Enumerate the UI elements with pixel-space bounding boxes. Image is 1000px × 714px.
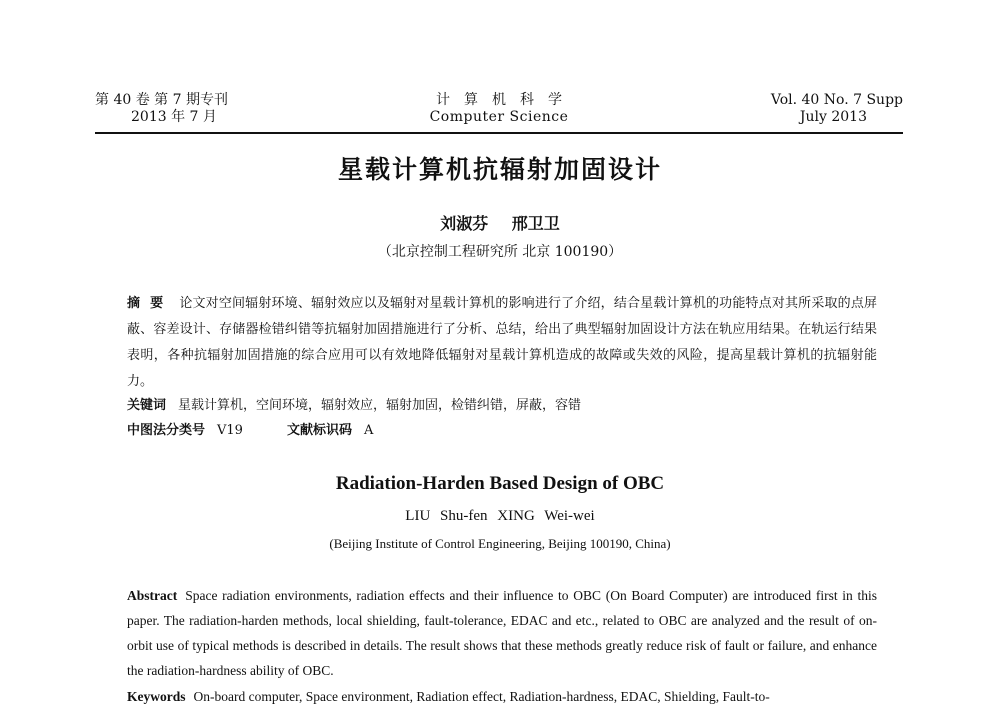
classification-line bbox=[127, 421, 877, 441]
paper-title-en: Radiation-Harden Based Design of OBC bbox=[335, 473, 665, 494]
keywords-cn bbox=[127, 396, 877, 416]
authors-cn: 刘淑芬 邢卫卫 bbox=[440, 214, 560, 233]
clc-label: 中图法分类号 bbox=[127, 423, 206, 438]
journal-name-cn: 计算机科学 bbox=[436, 92, 576, 108]
running-header bbox=[95, 88, 903, 134]
publication-date-cn: 2013 年 7 月 bbox=[131, 109, 217, 125]
keywords-text-cn: 星载计算机，空间环境，辐射效应，辐射加固，检错纠错，屏蔽，容错 bbox=[178, 398, 582, 413]
volume-issue: 第 40 卷 第 7 期专刊 bbox=[95, 92, 228, 108]
abstract-text-cn: 论文对空间辐射环境、辐射效应以及辐射对星载计算机的影响进行了介绍，结合星载计算机的功能特点对其所采取的点屏蔽、容差设计、存储器检错纠错等抗辐射加固措施进行了分析、总结，给出了典型辐射加固设计方法在轨应用结果。在轨运行结果表明，各种抗辐射加固措施的综合应用可以有效地降低辐射对星载计算机造成的故障或失效的风险，提高星载计算机的抗辐射能力。 bbox=[127, 296, 877, 389]
abstract-en bbox=[127, 583, 877, 683]
paper-title-cn: 星载计算机抗辐射加固设计 bbox=[337, 155, 662, 184]
journal-name bbox=[399, 92, 599, 126]
journal-name-en: Computer Science bbox=[429, 109, 569, 125]
keywords-label-cn: 关键词 bbox=[127, 398, 167, 413]
volume-issue-en: Vol. 40 No. 7 Supp bbox=[770, 92, 903, 108]
abstract-text-en: Space radiation environments, radiation effects and their influence to OBC (On Board Computer) are introduced first in this paper. The radiation-harden methods, local shielding, fault-tolerance, EDAC and etc., related to OBC are analyzed and the result of on-orbit use of typical methods is described in details. The result shows that these methods greatly reduce risk of fault or failure, and enhance the radiation-hardness ability of OBC. bbox=[127, 588, 877, 678]
abstract-label-cn: 摘要 bbox=[127, 296, 174, 311]
clc-value: V19 bbox=[217, 423, 243, 438]
journal-volume-info bbox=[95, 92, 295, 126]
keywords-en bbox=[127, 684, 877, 709]
doc-code-label: 文献标识码 bbox=[286, 423, 352, 438]
keywords-text-en: On-board computer, Space environment, Radiation effect, Radiation-hardness, EDAC, Shielding, Fault-to- bbox=[193, 689, 770, 704]
abstract-cn bbox=[127, 291, 877, 395]
abstract-label-en: Abstract bbox=[127, 588, 178, 603]
journal-volume-info-en bbox=[703, 92, 903, 126]
authors-en: LIU Shu-fen XING Wei-wei bbox=[405, 508, 595, 524]
keywords-label-en: Keywords bbox=[127, 689, 186, 704]
affiliation-cn: （北京控制工程研究所 北京 100190） bbox=[377, 244, 623, 260]
doc-code-value: A bbox=[363, 423, 374, 438]
affiliation-en: (Beijing Institute of Control Engineering, Beijing 100190, China) bbox=[329, 536, 671, 551]
publication-date-en: July 2013 bbox=[799, 109, 867, 125]
